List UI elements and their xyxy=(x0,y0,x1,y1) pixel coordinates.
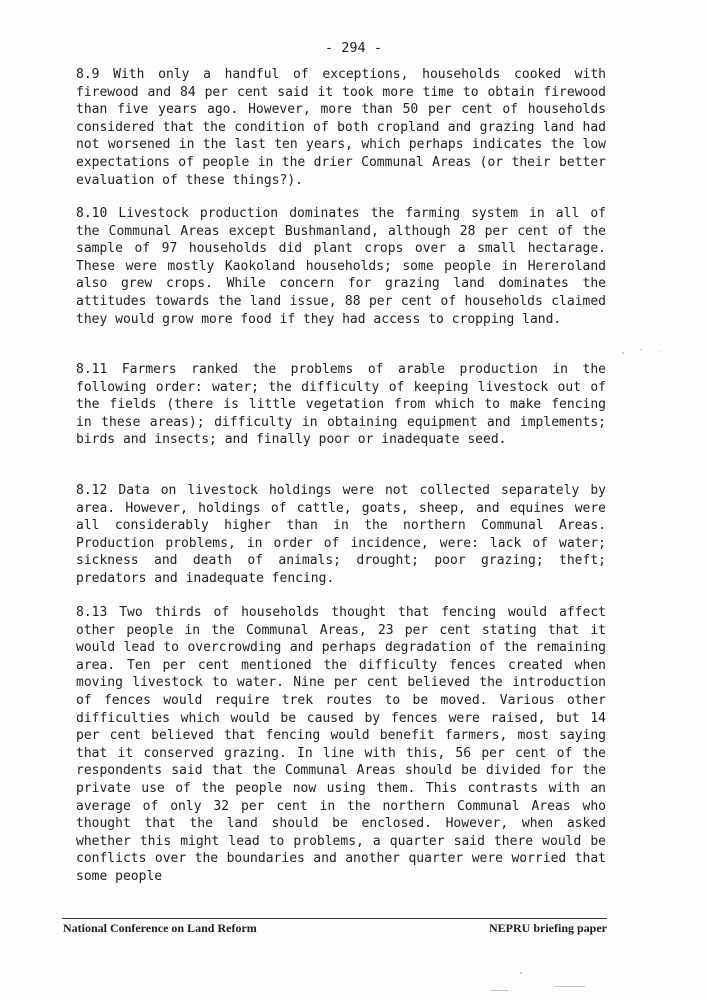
scan-stroke xyxy=(555,986,585,987)
page-number: - 294 - xyxy=(325,40,382,56)
scan-speck xyxy=(622,352,624,354)
scan-speck xyxy=(660,351,661,352)
footer-divider xyxy=(62,918,607,919)
paragraph-8-13: 8.13 Two thirds of households thought that fencing would affect other people in the Communal Areas, 23 per cent stating that it would lead to overcrowding and perhaps degradation of the remaining area. Ten per cent mentioned the difficulty fences created when moving livestock to water. Nine per cent believed the introduction of fences would require trek routes to be moved. Various other difficulties which would be caused by fences were raised, but 14 per cent believed that fencing would benefit farmers, most saying that it conserved grazing. In line with this, 56 per cent of the respondents said that the Communal Areas should be divided for the private use of the people now using them. This contrasts with an average of only 32 per cent in the northern Communal Areas who thought that the land should be enclosed. However, when asked whether this might lead to problems, a quarter said there would be conflicts over the boundaries and another quarter were worried that some people xyxy=(76,605,606,884)
footer-paper-type: NEPRU briefing paper xyxy=(489,921,607,935)
paragraph-8-9: 8.9 With only a handful of exceptions, households cooked with firewood and 84 per cent said it took more time to obtain firewood than five years ago. However, more than 50 per cent of households considered that the condition of both cropland and grazing land had not worsened in the last ten years, which perhaps indicates the low expectations of people in the drier Communal Areas (or their better evaluation of these things?). xyxy=(76,67,606,188)
footer-conference-title: National Conference on Land Reform xyxy=(63,921,257,935)
scan-stroke xyxy=(490,990,508,991)
paragraph-8-10: 8.10 Livestock production dominates the farming system in all of the Communal Areas except Bushmanland, although 28 per cent of the sample of 97 households did plant crops over a small hectarage. These were mostly Kaokoland households; some people in Hereroland also grew crops. While concern for grazing land dominates the attitudes towards the land issue, 88 per cent of households claimed they would grow more food if they had access to cropping land. xyxy=(76,206,606,327)
paragraph-8-11: 8.11 Farmers ranked the problems of arable production in the following order: water; the difficulty of keeping livestock out of the fields (there is little vegetation from which to make fencing in these areas); difficulty in obtaining equipment and implements; birds and insects; and finally poor or inadequate seed. xyxy=(76,362,606,448)
scan-speck xyxy=(520,972,522,974)
scan-speck xyxy=(640,349,642,350)
paragraph-8-12: 8.12 Data on livestock holdings were not collected separately by area. However, holdings of cattle, goats, sheep, and equines were all considerably higher than in the northern Communal Areas. Production problems, in order of incidence, were: lack of water; sickness and death of animals; drought; poor grazing; theft; predators and inadequate fencing. xyxy=(76,483,606,586)
